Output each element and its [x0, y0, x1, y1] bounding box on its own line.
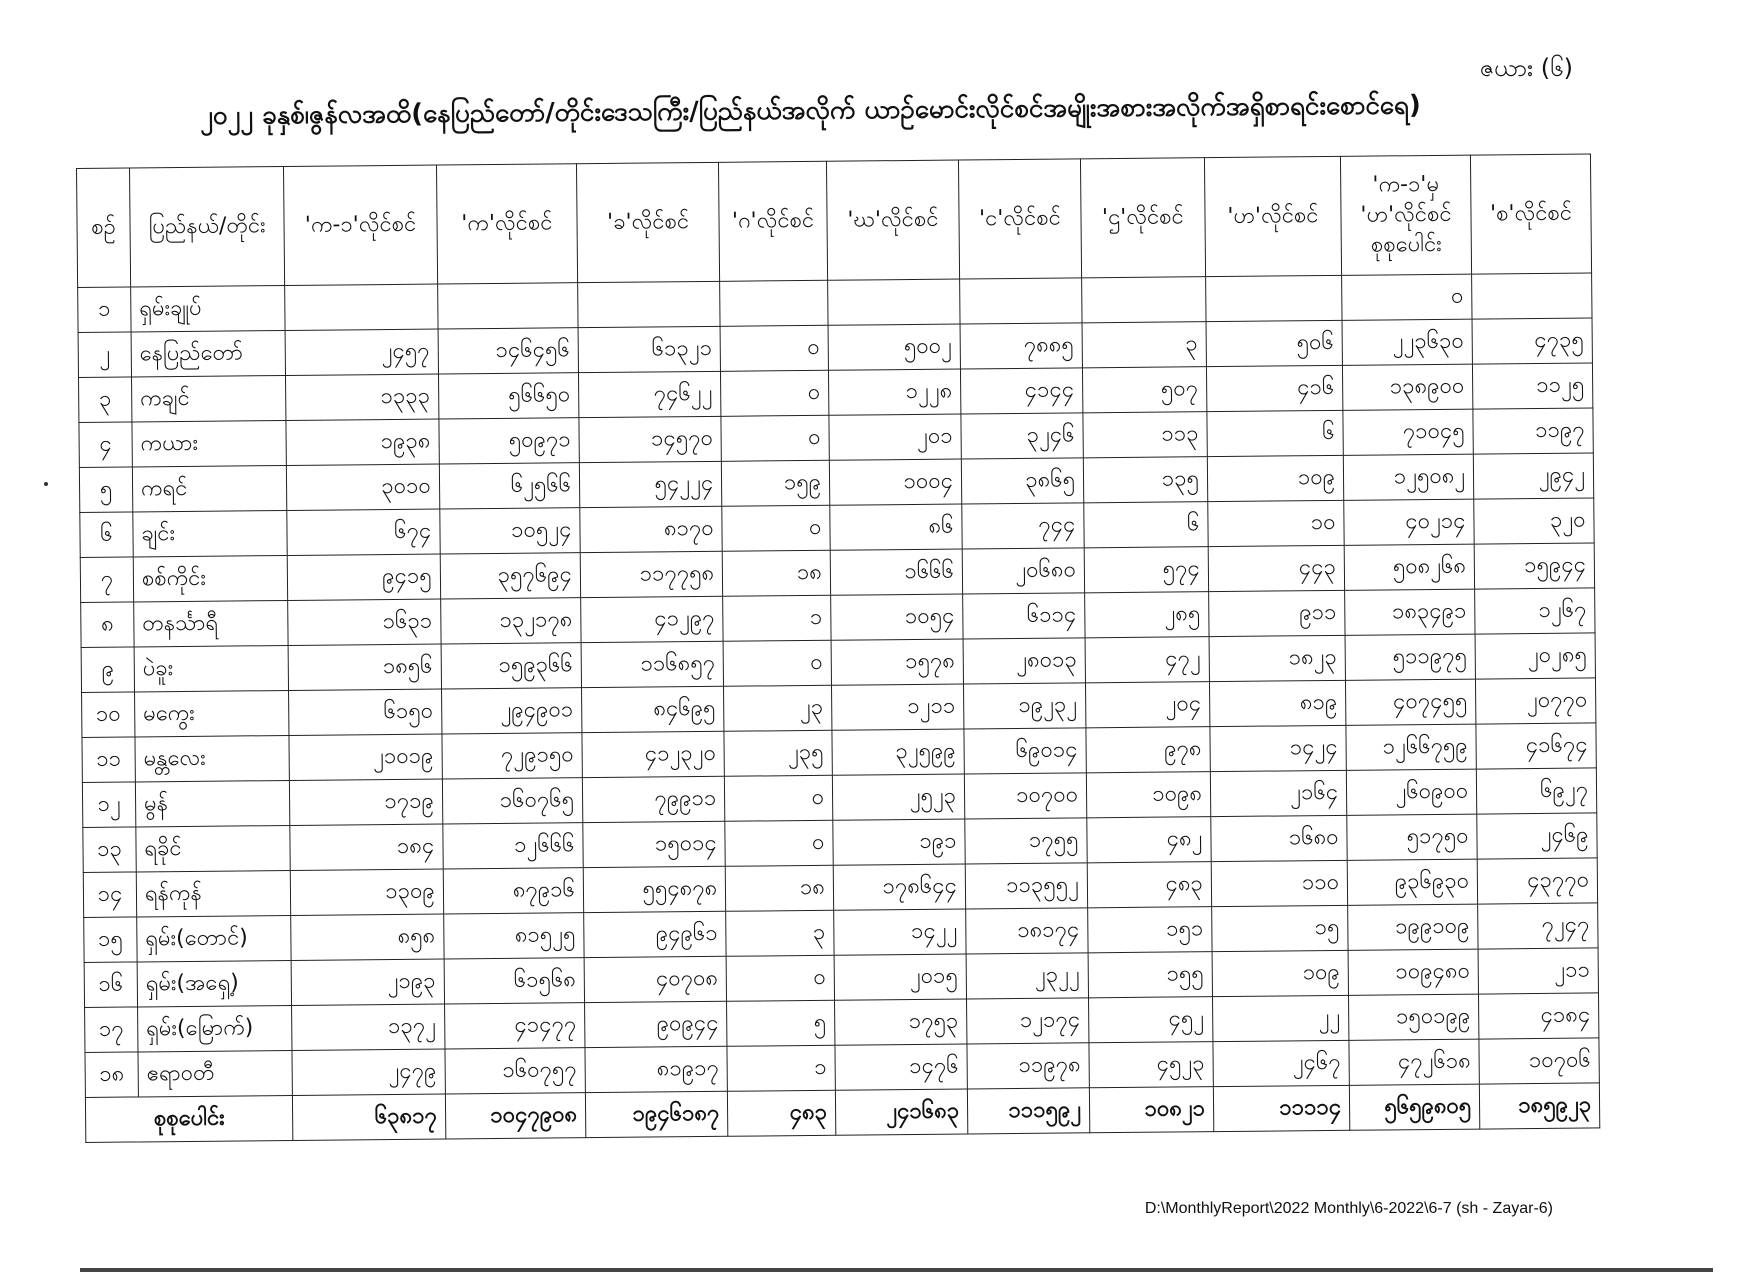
table-cell: ၁၈၃၄၉၁	[1345, 589, 1475, 635]
total-cell: ၂၄၁၆၈၃	[835, 1089, 968, 1135]
table-cell: ၃	[726, 910, 834, 956]
table-cell: ၁၆၈၀	[1211, 815, 1348, 861]
column-header: 'ဌ'လိုင်စင်	[1080, 158, 1205, 278]
table-cell: ၁၀၀၄	[829, 459, 962, 505]
table-cell: ၉၁၁	[1208, 590, 1345, 636]
table-cell: ၄၅၂၃	[1089, 1042, 1213, 1088]
table-cell: ၀	[725, 775, 833, 821]
table-cell: ၁၅	[1211, 905, 1348, 951]
table-cell: ၅၅၄၈၇၈	[583, 866, 726, 912]
row-number: ၃	[79, 377, 132, 423]
table-cell: ၈၇၉၁၆	[443, 868, 584, 914]
total-cell: ၅၆၅၉၈၀၅	[1349, 1084, 1479, 1130]
row-number: ၁၅	[84, 917, 137, 963]
table-cell: ၀	[721, 370, 829, 416]
table-cell: ၂၃	[724, 685, 832, 731]
table-cell: ၁၅၀၁၄	[583, 821, 726, 867]
row-number: ၆	[80, 512, 133, 558]
table-cell: ၆၁၃၂၁	[578, 326, 721, 372]
table-cell: ၁၉၁	[833, 819, 966, 865]
column-header: 'ဂ'လိုင်စင်	[719, 161, 828, 281]
table-cell: ၁၄၇၆	[835, 1044, 968, 1090]
table-cell: ၆၉၀၁၄	[964, 728, 1086, 774]
table-cell: ၁၈၂၃	[1209, 635, 1346, 681]
total-cell: ၄၈၃	[728, 1090, 836, 1136]
table-cell: ၇၉၉၁၁	[582, 776, 725, 822]
row-number: ၁၇	[85, 1007, 138, 1053]
table-cell: ၂၃၂၂	[966, 953, 1088, 999]
region-name: ဧရာဝတီ	[138, 1050, 293, 1096]
license-table	[76, 153, 1600, 1142]
page-label: ဇယား (၆)	[1479, 54, 1573, 82]
table-body	[78, 273, 1600, 1142]
table-cell: ၁၅၉	[721, 460, 829, 506]
table-cell: ၁၈၅၆	[288, 644, 441, 690]
table-cell: ၇၁၀၄၅	[1343, 409, 1473, 455]
table-cell: ၁၂၆၇	[1475, 588, 1595, 634]
table-cell: ၀	[726, 955, 834, 1001]
table-cell: ၈၅၈	[291, 914, 444, 960]
table-cell: ၉၄၁၅	[287, 554, 440, 600]
total-cell: ၁၈၅၉၂၃	[1479, 1083, 1599, 1129]
table-cell: ၂၀၁၅	[834, 954, 967, 1000]
table-cell: ၁၆၃၁	[288, 599, 441, 645]
row-number: ၁၆	[84, 962, 137, 1008]
table-cell: ၆၁၅၀	[289, 689, 442, 735]
table-cell: ၂၁၉၃	[291, 959, 444, 1005]
total-cell: ၁၉၄၆၁၈၇	[585, 1091, 728, 1137]
table-cell: ၀	[720, 325, 828, 371]
region-name: တနင်္သာရီ	[133, 600, 288, 646]
table-cell: ၁၂၁၇၄	[966, 998, 1088, 1044]
table-cell: ၂၅၂၃	[832, 774, 965, 820]
row-number: ၈	[81, 602, 134, 648]
column-header: 'စ'လိုင်စင်	[1470, 154, 1591, 274]
table-cell: ၂၄၆၉	[1477, 813, 1597, 859]
table-cell: ၁၀၇၀၀	[964, 773, 1086, 819]
table-cell: ၂၈၀၁၃	[963, 638, 1085, 684]
table-cell: ၁၁၀	[1211, 860, 1348, 906]
table-cell: ၇၈၈၅	[960, 323, 1082, 369]
table-cell	[720, 280, 828, 326]
table-cell: ၁၃၀၉	[291, 869, 444, 915]
table-cell: ၃	[1082, 322, 1206, 368]
column-header: 'က-၁'လိုင်စင်	[284, 165, 438, 285]
table-cell: ၆၁၅၆၈	[444, 958, 585, 1004]
table-cell: ၁၂၅၀၈၂	[1343, 454, 1473, 500]
region-name: ချင်း	[133, 510, 288, 556]
table-cell: ၁၃၇၂	[292, 1004, 445, 1050]
table-cell	[1081, 277, 1205, 323]
table-cell: ၅	[727, 1000, 835, 1046]
table-cell: ၄၁၂၃၂၀	[582, 731, 725, 777]
table-cell: ၇၂၉၁၅၀	[442, 733, 583, 779]
row-number: ၁၀	[82, 692, 135, 738]
table-cell: ၁၀၉၄၈၀	[1348, 949, 1478, 995]
region-name: ကရင်	[132, 465, 287, 511]
table-cell: ၁၅၁	[1088, 907, 1212, 953]
region-name: မွန်	[135, 780, 290, 826]
table-cell: ၁၇၁၉	[290, 779, 443, 825]
table-cell: ၉၀၉၄၄	[584, 1001, 727, 1047]
table-cell: ၁၁၉၇	[1473, 408, 1593, 454]
table-cell: ၂၈၅	[1084, 592, 1208, 638]
table-cell: ၁	[723, 595, 831, 641]
table-cell: ၂၄၇၉	[292, 1049, 445, 1095]
table-cell	[827, 279, 960, 325]
table-cell	[1472, 273, 1592, 319]
scan-speck	[44, 482, 48, 486]
region-name: မကွေး	[134, 690, 289, 736]
column-header: ပြည်နယ်/တိုင်း	[129, 167, 285, 287]
table-cell	[437, 283, 578, 329]
table-cell: ၁၁၃၅၅၂	[965, 863, 1087, 909]
table-cell: ၁၃၂၁၇၈	[440, 598, 581, 644]
table-cell: ၆၁၁၄	[963, 593, 1085, 639]
table-cell: ၁၅၀၁၉၉	[1348, 994, 1478, 1040]
table-cell: ၁၈	[722, 550, 830, 596]
table-cell: ၂၄၆၇	[1213, 1040, 1350, 1086]
table-cell: ၁၂၁၁	[831, 684, 964, 730]
table-cell: ၁၄၂၄	[1210, 725, 1347, 771]
table-cell: ၂၃၅	[724, 730, 832, 776]
row-number: ၄	[79, 422, 132, 468]
table-cell	[578, 281, 721, 327]
table-cell: ၄၀၂၁၄	[1344, 499, 1474, 545]
region-name: ရန်ကုန်	[136, 870, 291, 916]
table-cell: ၁၀၉၈	[1086, 772, 1210, 818]
region-name: ရှမ်း(တောင်)	[137, 915, 292, 961]
table-cell: ၁၇၅၅	[965, 818, 1087, 864]
table-cell: ၁	[727, 1045, 835, 1091]
table-cell: ၄၁၆၇၄	[1476, 723, 1596, 769]
row-number: ၅	[79, 467, 132, 513]
table-cell: ၁၈၄	[290, 824, 443, 870]
table-cell: ၁၈	[725, 865, 833, 911]
table-cell: ၈၁၅၂၅	[443, 913, 584, 959]
table-cell: ၈၄၆၉၅	[581, 686, 724, 732]
table-cell: ၄၁၂၉၇	[581, 596, 724, 642]
table-cell: ၄၅၂	[1088, 997, 1212, 1043]
table-cell: ၂၁၁	[1478, 948, 1598, 994]
total-cell: ၁၁၁၅၉၂	[967, 1088, 1089, 1134]
table-cell: ၅၀၈၂၆၈	[1344, 544, 1474, 590]
header-row	[77, 154, 1592, 288]
table-cell: ၁၅၅	[1088, 952, 1212, 998]
region-name: ပဲခူး	[134, 645, 289, 691]
row-number: ၁၃	[83, 827, 136, 873]
table-cell	[960, 278, 1082, 324]
column-header: 'ခ'လိုင်စင်	[576, 162, 719, 282]
row-number: ၂	[78, 332, 131, 378]
column-header: 'င'လိုင်စင်	[958, 159, 1081, 279]
column-header: 'က'လိုင်စင်	[436, 164, 577, 284]
table-cell: ၁၃၃၃	[286, 374, 439, 420]
table-cell: ၂၉၄၂	[1473, 453, 1593, 499]
table-cell: ၂၁၆၄	[1210, 770, 1347, 816]
table-cell: ၁၆၀၇၅၇	[445, 1048, 586, 1094]
table-cell: ၇၄၄	[962, 503, 1084, 549]
row-number: ၁၄	[83, 872, 136, 918]
column-header: 'က-၁'မှ 'ဟ'လိုင်စင် စုစုပေါင်း	[1340, 155, 1471, 275]
table-cell: ၁၁၇၇၅၈	[580, 551, 723, 597]
table-cell: ၃၅၇၆၉၄	[440, 553, 581, 599]
total-cell: ၁၀၄၇၉၀၈	[445, 1093, 586, 1139]
table-cell: ၆	[1207, 410, 1344, 456]
table-cell: ၀	[725, 820, 833, 866]
table-cell: ၃၂၀	[1474, 498, 1594, 544]
row-number: ၁	[78, 287, 131, 333]
region-name: ရှမ်း(အရှေ့)	[137, 960, 292, 1006]
table-cell: ၄၁၈၄	[1479, 993, 1599, 1039]
table-cell: ၅၀၇	[1082, 367, 1206, 413]
table-cell: ၅၀၀၂	[828, 324, 961, 370]
row-number: ၁၂	[82, 782, 135, 828]
table-cell: ၄၈၃	[1087, 862, 1211, 908]
table-cell: ၀	[721, 415, 829, 461]
table-cell: ၆	[1084, 502, 1208, 548]
table-cell: ၆၉၂၇	[1476, 768, 1596, 814]
table-cell: ၁၇၈၆၄၄	[833, 864, 966, 910]
column-header: 'ဃ'လိုင်စင်	[826, 160, 959, 280]
table-cell: ၃၂၅၉၉	[832, 729, 965, 775]
table-cell: ၁၄၅၇၀	[579, 416, 722, 462]
row-number: ၉	[81, 647, 134, 693]
table-cell: ၄၀၇၀၈	[584, 956, 727, 1002]
table-cell: ၈၁၉	[1209, 680, 1346, 726]
table-cell: ၅၀၉၇၁	[439, 418, 580, 464]
total-cell: ၁၁၁၁၄	[1213, 1085, 1350, 1131]
table-cell: ၁၀၇၀၆	[1479, 1038, 1599, 1084]
table-cell: ၅၁၁၉၇၅	[1345, 634, 1475, 680]
table-cell: ၁၈၁၇၄	[966, 908, 1088, 954]
table-cell: ၈၆	[830, 504, 963, 550]
table-cell: ၁၂၆၆၆	[442, 823, 583, 869]
table-cell: ၁၅၉၃၆၆	[441, 643, 582, 689]
license-table-container	[76, 153, 1600, 1142]
table-cell	[285, 284, 438, 330]
region-name: စစ်ကိုင်း	[133, 555, 288, 601]
column-header: စဉ်	[77, 168, 131, 288]
table-cell: ၄၁၄၇၇	[444, 1003, 585, 1049]
table-cell: ၅၁၇၅၀	[1347, 814, 1477, 860]
table-cell: ၃၀၁၀	[287, 464, 440, 510]
table-cell: ၅၆၆၅၀	[438, 373, 579, 419]
table-cell: ၂၀၄	[1085, 682, 1209, 728]
table-cell: ၁၁၂၅	[1472, 363, 1592, 409]
table-cell: ၄၇၂၆၁၈	[1349, 1039, 1479, 1085]
table-cell: ၁၁၉၇၈	[967, 1043, 1089, 1089]
region-name: မန္တလေး	[135, 735, 290, 781]
table-cell: ၂၂	[1212, 995, 1349, 1041]
table-cell: ၈၁၇၀	[580, 506, 723, 552]
table-cell: ၂၀၂၈၅	[1475, 633, 1595, 679]
table-cell: ၁၄၂၂	[834, 909, 967, 955]
region-name: ရှမ်း(မြောက်)	[137, 1005, 292, 1051]
region-name: ရှမ်းချုပ်	[130, 286, 285, 332]
table-cell: ၀	[1342, 274, 1472, 320]
region-name: ကယား	[132, 420, 287, 466]
table-cell: ၀	[723, 640, 831, 686]
table-cell: ၃၈၆၅	[961, 458, 1083, 504]
table-cell: ၆၂၅၆၆	[439, 463, 580, 509]
table-cell: ၇၄၆၂၂	[578, 371, 721, 417]
table-cell: ၂၀၇၇၀	[1475, 678, 1595, 724]
table-cell: ၁၀၉	[1207, 455, 1344, 501]
table-cell: ၅၀၆	[1206, 320, 1343, 366]
table-cell: ၁၁၆၈၅၇	[581, 641, 724, 687]
scan-bottom-edge	[80, 1268, 1713, 1272]
table-cell: ၁၀၅၂၄	[439, 508, 580, 554]
table-cell: ၇၂၄၇	[1478, 903, 1598, 949]
table-cell: ၁၃၅	[1083, 457, 1207, 503]
table-cell: ၁၇၅၃	[834, 999, 967, 1045]
table-cell: ၅၄၂၂၄	[579, 461, 722, 507]
table-cell: ၉၄၉၆၁	[584, 911, 727, 957]
table-cell: ၂၄၅၇	[285, 329, 438, 375]
table-cell: ၄၈၂	[1087, 817, 1211, 863]
region-name: ကချင်	[131, 375, 286, 421]
table-cell: ၁၉၂၃၂	[963, 683, 1085, 729]
table-cell: ၁၀	[1208, 500, 1345, 546]
file-path-footer: D:\MonthlyReport\2022 Monthly\6-2022\6-7 (sh - Zayar-6)	[1144, 1200, 1553, 1217]
table-cell: ၂၀၆၈၀	[962, 548, 1084, 594]
table-cell: ၀	[722, 505, 830, 551]
table-cell: ၁၂၂၈	[828, 369, 961, 415]
table-cell: ၄၄၃	[1208, 545, 1345, 591]
table-cell: ၄၀၇၄၅၅	[1345, 679, 1475, 725]
table-cell: ၁၃၈၉၀၀	[1342, 364, 1472, 410]
table-cell: ၈၁၉၁၇	[585, 1046, 728, 1092]
total-label: စုစုပေါင်း	[85, 1095, 293, 1142]
table-cell: ၃၂၄၆	[961, 413, 1083, 459]
row-number: ၁၁	[82, 737, 135, 783]
table-cell: ၁၉၃၈	[286, 419, 439, 465]
table-cell: ၄၁၄၄	[960, 368, 1082, 414]
table-cell: ၄၇၃၅	[1472, 318, 1592, 364]
table-cell: ၁၅၇၈	[831, 639, 964, 685]
table-cell: ၄၇၂	[1085, 637, 1209, 683]
table-cell: ၁၀၅၄	[830, 594, 963, 640]
table-cell: ၂၁၀၁၉	[289, 734, 442, 780]
table-cell: ၁၀၉	[1212, 950, 1349, 996]
table-cell: ၂၀၁	[829, 414, 962, 460]
table-cell: ၄၁၆	[1206, 365, 1343, 411]
table-cell: ၁၅၉၄၄	[1474, 543, 1594, 589]
table-cell: ၁၄၆၄၅၆	[438, 328, 579, 374]
table-cell: ၁၁၃	[1083, 412, 1207, 458]
table-cell: ၁၆၆၆	[830, 549, 963, 595]
total-cell: ၆၃၈၁၇	[293, 1094, 446, 1140]
table-cell	[1205, 275, 1342, 321]
row-number: ၁၈	[85, 1052, 138, 1098]
table-cell: ၆၇၄	[287, 509, 440, 555]
table-cell: ၂၆၀၉၀၀	[1346, 769, 1476, 815]
table-cell: ၂၉၄၉၀၁	[441, 688, 582, 734]
column-header: 'ဟ'လိုင်စင်	[1204, 156, 1341, 276]
table-cell: ၄၃၇၇၀	[1477, 858, 1597, 904]
row-number: ၇	[80, 557, 133, 603]
region-name: ရခိုင်	[136, 825, 291, 871]
table-cell: ၉၇၈	[1086, 727, 1210, 773]
table-cell: ၅၇၄	[1084, 547, 1208, 593]
table-cell: ၁၂၆၆၇၅၉	[1346, 724, 1476, 770]
table-cell: ၂၂၃၆၃၀	[1342, 319, 1472, 365]
table-cell: ၁၆၀၇၆၅	[442, 778, 583, 824]
table-cell: ၉၃၆၉၃၀	[1347, 859, 1477, 905]
region-name: နေပြည်တော်	[131, 330, 286, 376]
document-title: ၂၀၂၂ ခုနှစ်၊ဇွန်လအထိ(နေပြည်တော်/တိုင်းဒေသကြီး/ပြည်နယ်အလိုက် ယာဉ်မောင်းလိုင်စင်အမျိုးအစားအလိုက်အရှိစာရင်းစောင်ရေ)	[200, 90, 1421, 131]
table-cell: ၁၉၉၁၀၉	[1348, 904, 1478, 950]
total-cell: ၁၀၈၂၁	[1089, 1087, 1213, 1133]
